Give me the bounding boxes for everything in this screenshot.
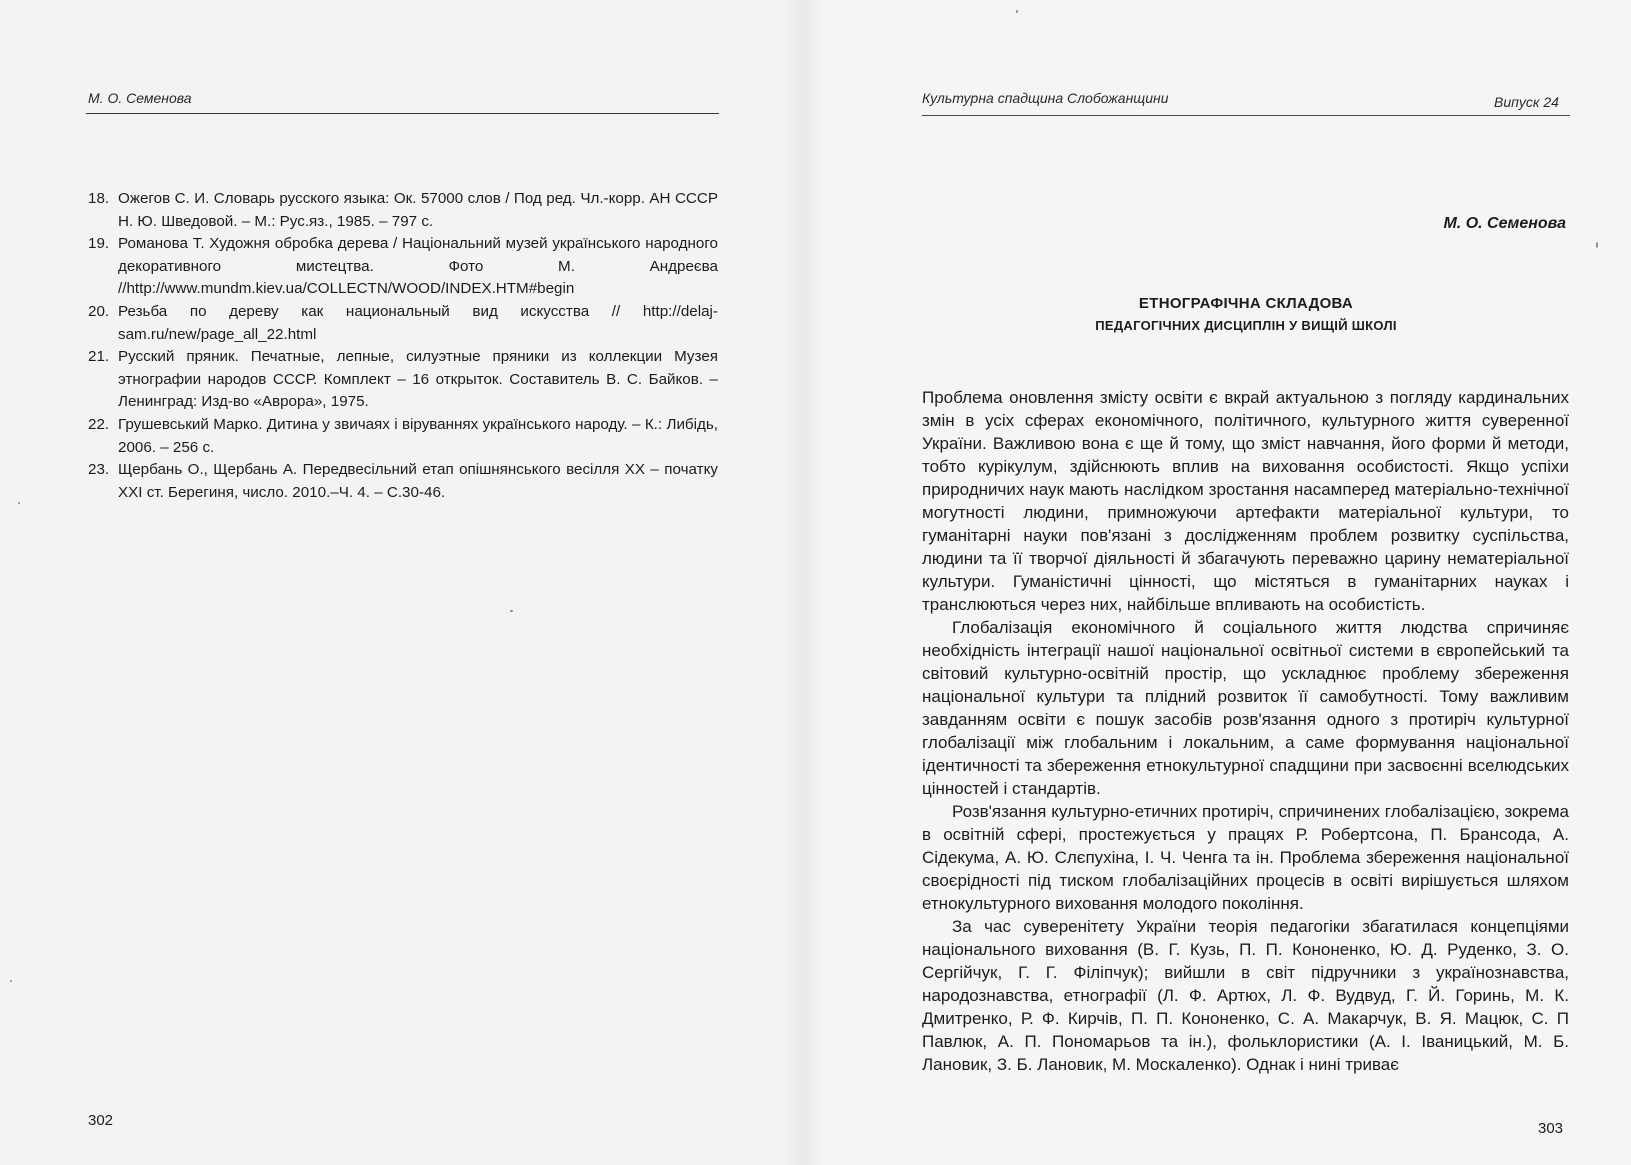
reference-list xyxy=(88,188,718,504)
left-page xyxy=(0,0,800,1165)
left-running-head: М. О. Семенова xyxy=(88,90,192,106)
reference-item xyxy=(88,301,718,346)
reference-text: Грушевський Марко. Дитина у звичаях і віруваннях українського народу. – К.: Либідь, 2006. – 256 с. xyxy=(118,415,718,456)
right-header-rule xyxy=(922,115,1570,116)
right-running-head-title: Культурна спадщина Слобожанщини xyxy=(922,90,1169,106)
reference-number: 18. xyxy=(88,190,110,207)
scan-speck xyxy=(510,610,513,612)
reference-item xyxy=(88,459,718,504)
reference-text: Романова Т. Художня обробка дерева / Національний музей українського народного декоративного мистецтва. Фото М. Андреєва //http://www.mundm.kiev.ua/COLLECTN/WOOD/INDEX.HTM#begin xyxy=(118,235,718,298)
reference-text: Русский пряник. Печатные, лепные, силуэтные пряники из коллекции Музея этнографии народов СССР. Комплект – 16 открыток. Составитель В. С. Байков. – Ленинград: Изд-во «Аврора», 1975. xyxy=(118,348,718,411)
reference-text: Щербань О., Щербань А. Передвесільний етап опішнянського весілля XX – початку XXI ст. Берегиня, число. 2010.–Ч. 4. – С.30-46. xyxy=(118,461,718,501)
right-running-head-issue: Випуск 24 xyxy=(1494,94,1559,110)
right-page-number: 303 xyxy=(1538,1120,1564,1137)
book-gutter-shadow xyxy=(786,0,822,1165)
scan-speck xyxy=(1596,242,1598,248)
reference-number: 21. xyxy=(88,348,110,366)
reference-item xyxy=(88,188,718,233)
article-title-line1: ЕТНОГРАФІЧНА СКЛАДОВА xyxy=(1138,295,1354,312)
article-title xyxy=(926,293,1566,337)
article-title-line2: ПЕДАГОГІЧНИХ ДИСЦИПЛІН У ВИЩІЙ ШКОЛІ xyxy=(1095,318,1397,333)
reference-number: 23. xyxy=(88,461,110,479)
left-header-rule xyxy=(86,113,719,114)
left-page-number: 302 xyxy=(88,1112,114,1129)
article-body xyxy=(922,386,1569,1076)
reference-number: 19. xyxy=(88,235,110,253)
reference-item xyxy=(88,414,718,459)
reference-item xyxy=(88,346,718,414)
paragraph: Розв'язання культурно-етичних протиріч, спричинених глобалізацією, зокрема в освітній сфері, простежується у працях Р. Робертсона, П. Брансода, А. Сідекума, А. Ю. Слєпухіна, І. Ч. Ченга та ін. Проблема збереження національної своєрідності під тиском глобалізаційних процесів в освіті вирішується шляхом етнокультурного виховання молодого покоління. xyxy=(922,802,1569,913)
reference-text: Резьба по дереву как национальный вид искусства // http://delaj-sam.ru/new/page_all_22.html xyxy=(118,302,718,343)
article-author: М. О. Семенова xyxy=(1443,215,1566,232)
reference-number: 20. xyxy=(88,302,110,320)
reference-number: 22. xyxy=(88,415,110,433)
scan-speck xyxy=(18,502,20,504)
scan-speck xyxy=(1016,10,1018,13)
reference-text: Ожегов С. И. Словарь русского языка: Ок. 57000 слов / Под ред. Чл.-корр. АН СССР Н. Ю. Шведовой. – М.: Рус.яз., 1985. – 797 с. xyxy=(118,190,718,230)
paragraph: За час суверенітету України теорія педагогіки збагатилася концепціями національного виховання (В. Г. Кузь, П. П. Кононенко, Ю. Д. Руденко, З. О. Сергійчук, Г. Г. Філіпчук); вийшли в світ підручники з українознавства, народознавства, етнографії (Л. Ф. Артюх, Л. Ф. Вудвуд, Г. Й. Горинь, М. К. Дмитренко, Р. Ф. Кирчів, П. П. Кононенко, С. А. Макарчук, В. Я. Мацюк, С. П Павлюк, А. П. Пономарьов та ін.), фольклористики (А. І. Іваницький, М. Б. Лановик, З. Б. Лановик, М. Москаленко). Однак і нині триває xyxy=(922,917,1569,1074)
scan-speck xyxy=(10,980,12,982)
paragraph: Глобалізація економічного й соціального життя людства спричиняє необхідність інтеграції нашої національної освітньої системи в європейський та світовий культурно-освітній простір, що ускладнює проблему збереження національної культури та плідний розвиток її самобутності. Тому важливим завданням освіти є пошук засобів розв'язання одного з протиріч культурної глобалізації між глобальним і локальним, а саме формування національної ідентичності та збереження етнокультурної спадщини при засвоєнні вселюдських цінностей і стандартів. xyxy=(922,618,1569,798)
paragraph: Проблема оновлення змісту освіти є вкрай актуальною з погляду кардинальних змін в усіх сферах економічного, політичного, культурного життя суверенної України. Важливою вона є ще й тому, що зміст навчання, його форми й методи, тобто курікулум, здійснюють вплив на виховання особистості. Якщо успіхи природничих наук мають наслідком зростання насамперед матеріально-технічної могутності людини, примножуючи артефакти матеріальної культури, то гуманітарні науки пов'язані з дослідженням проблем розвитку суспільства, людини та її творчої діяльності й збагачують переважно царину нематеріальної культури. Гуманістичні цінності, що містяться в гуманітарних науках і транслюються через них, найбільше впливають на особистість. xyxy=(922,388,1569,614)
reference-item xyxy=(88,233,718,301)
